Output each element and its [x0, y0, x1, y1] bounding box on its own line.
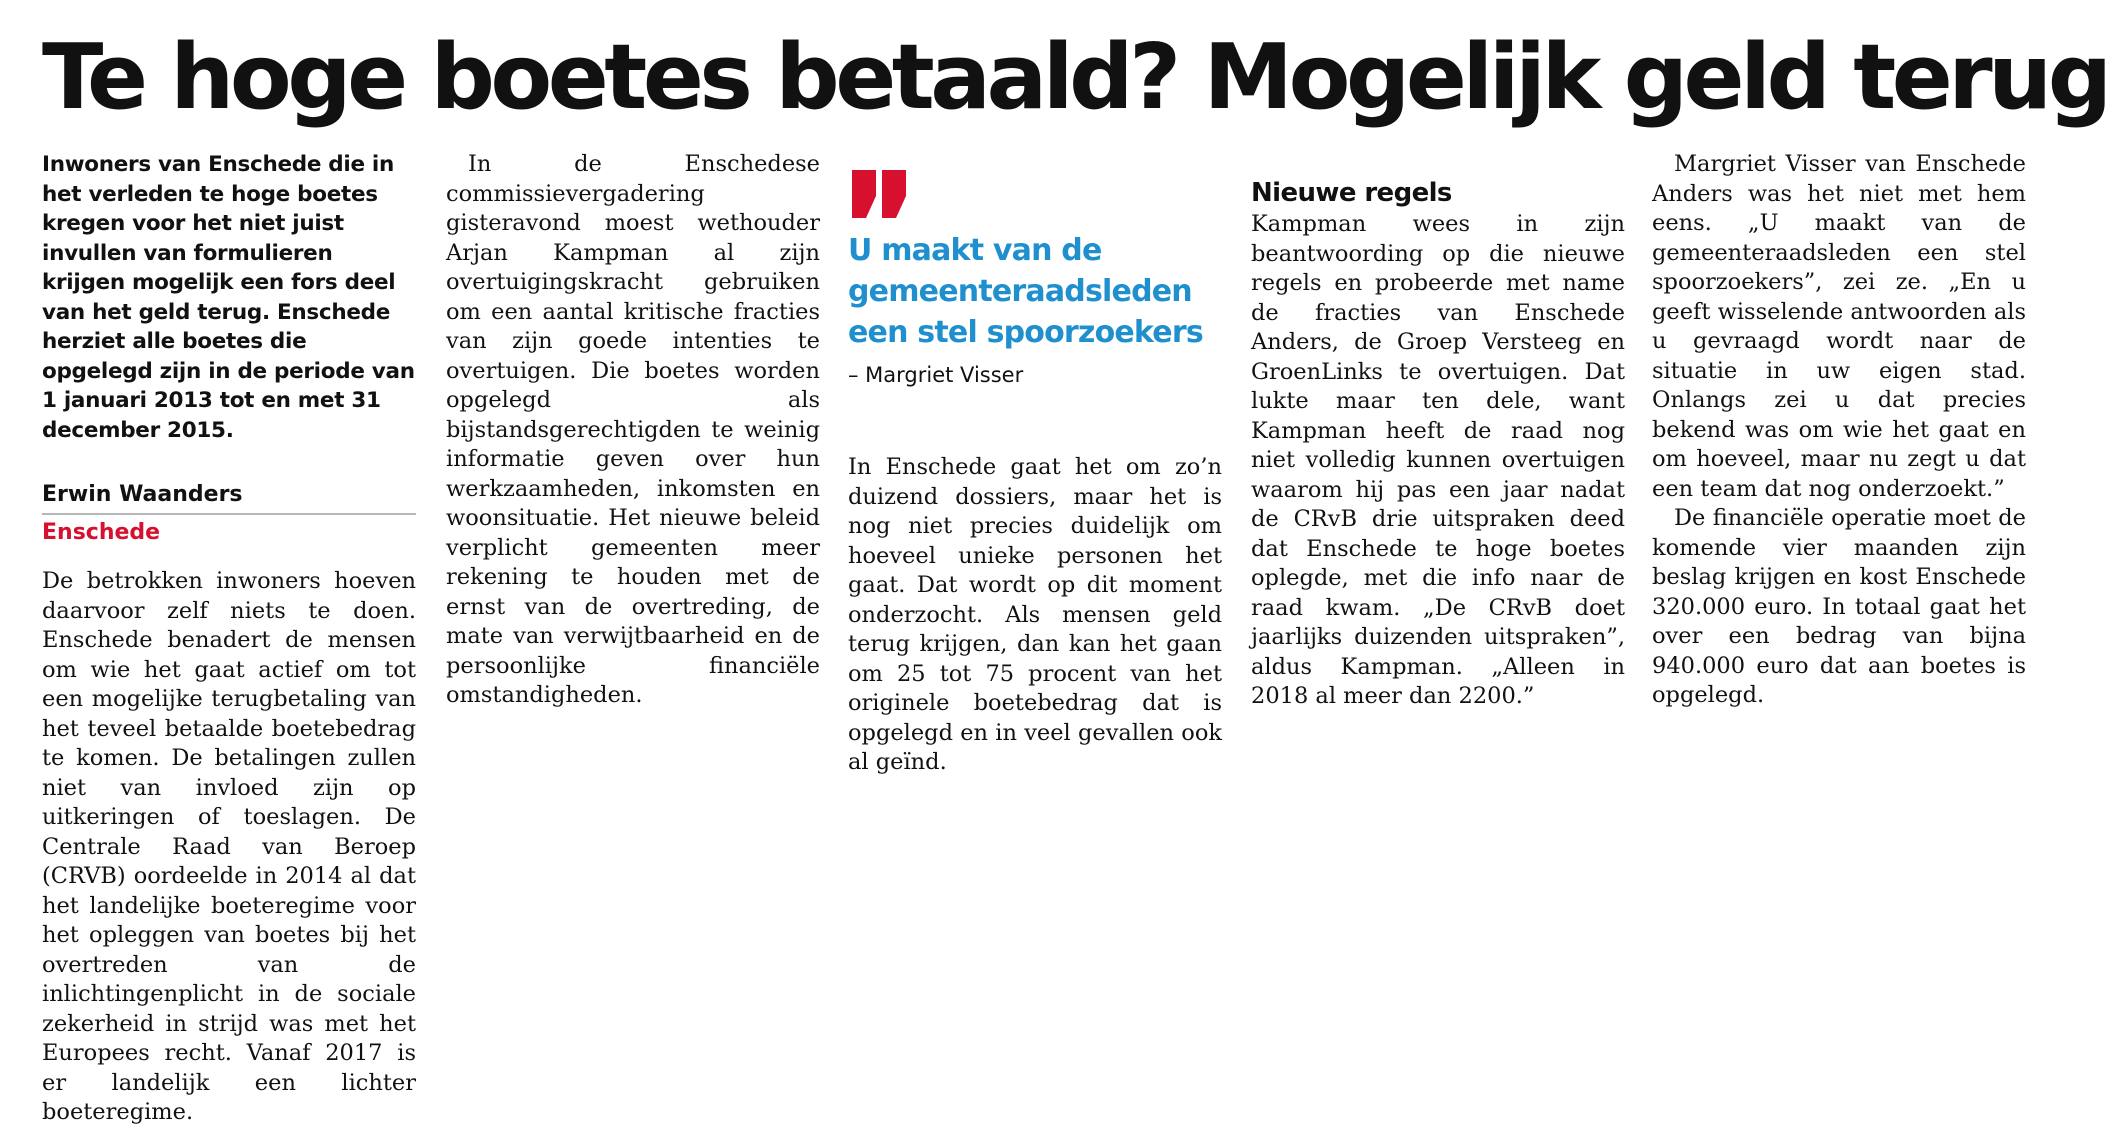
body-paragraph-2: In de Enschedese commissievergadering gisteravond moest wethouder Arjan Kampman al zijn overtuigingskracht gebruiken om een aantal kritische fracties van zijn goede intenties te overtuigen. Die boetes worden opgelegd als bijstandsgerechtigden te weinig informatie geven over hun werkzaamheden, inkomsten en woonsituatie. Het nieuwe beleid verplicht gemeenten meer rekening te houden met de ernst van de overtreding, de mate van verwijtbaarheid en de persoonlijke financiële omstandigheden. [446, 151, 820, 708]
body-paragraph-3: In Enschede gaat het om zo’n duizend dossiers, maar het is nog niet precies duidelijk om hoeveel unieke personen het gaat. Dat wordt op dit moment onderzocht. Als mensen geld terug krijgen, dan kan het gaan om 25 tot 75 procent van het originele boetebedrag dat is opgelegd en in veel gevallen ook al geïnd. [848, 454, 1222, 775]
headline: Te hoge boetes betaald? Mogelijk geld terug [42, 25, 2108, 130]
article-column-2 [446, 150, 820, 740]
pull-quote: U maakt van de gemeenteraadsleden een stel spoorzoekers [848, 233, 1203, 350]
article-column-5 [1652, 150, 2026, 740]
article-column-3 [848, 150, 1222, 775]
body-paragraph-5: Margriet Visser van Enschede Anders was het niet met hem eens. „U maakt van de gemeenteraadsleden een stel spoorzoekers”, zei ze. „En u geeft wisselende antwoorden als u gevraagd wordt naar de situatie in uw eigen stad. Onlangs zei u dat precies bekend was om wie het gaat en om hoeveel, maar nu zegt u dat een team dat nog onderzoekt.” [1652, 151, 2026, 502]
body-paragraph-4: Kampman wees in zijn beantwoording op die nieuwe regels en probeerde met name de fracties van Enschede Anders, de Groep Versteeg en GroenLinks te overtuigen. Dat lukte maar ten dele, want Kampman heeft de raad nog niet volledig kunnen overtuigen waarom hij pas een jaar nadat de CRvB drie uitspraken deed dat Enschede te hoge boetes oplegde, met die info naar de raad kwam. „De CRvB doet jaarlijks duizenden uitspraken”, aldus Kampman. „Alleen in 2018 al meer dan 2200.” [1251, 211, 1625, 709]
pull-quote-author: – Margriet Visser [848, 363, 1024, 387]
article-column-4 [1251, 150, 1625, 740]
dateline-place: Enschede [42, 520, 161, 545]
subheading: Nieuwe regels [1251, 178, 1452, 208]
article-column-1 [42, 150, 416, 1125]
article-lead: Inwoners van Enschede die in het verleden te hoge boetes kregen voor het niet juist invullen van formulieren krijgen mogelijk een fors deel van het geld terug. Enschede herziet alle boetes die opgelegd zijn in de periode van 1 januari 2013 tot en met 31 december 2015. [42, 152, 415, 443]
body-paragraph-1: De betrokken inwoners hoeven daarvoor zelf niets te doen. Enschede benadert de mensen om wie het gaat actief om tot een mogelijke terugbetaling van het teveel betaalde boetebedrag te komen. De betalingen zullen niet van invloed zijn op uitkeringen of toeslagen. De Centrale Raad van Beroep (CRVB) oordeelde in 2014 al dat het landelijke boeteregime voor het opleggen van boetes bij het overtreden van de inlichtingenplicht in de sociale zekerheid in strijd was met het Europees recht. Vanaf 2017 is er landelijk een lichter boeteregime. [42, 568, 416, 1125]
author-divider [42, 513, 416, 515]
author-name: Erwin Waanders [42, 482, 243, 507]
quote-mark-icon [848, 168, 1222, 220]
body-paragraph-6: De financiële operatie moet de komende vier maanden zijn beslag krijgen en kost Enschede 320.000 euro. In totaal gaat het over een bedrag van bijna 940.000 euro dat aan boetes is opgelegd. [1652, 505, 2026, 708]
